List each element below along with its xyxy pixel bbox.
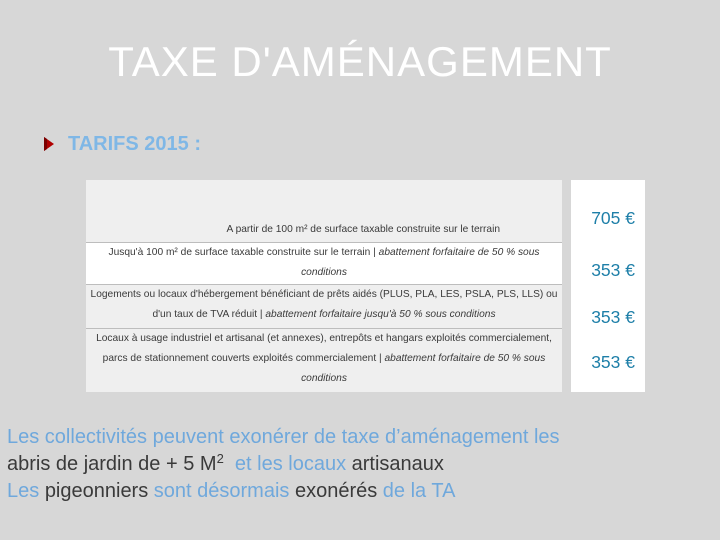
table-top-spacer [86, 180, 562, 218]
table-row [86, 242, 562, 284]
notes-text: pigeonniers [44, 480, 149, 502]
notes-line-1 [7, 424, 720, 451]
notes-text: sont désormais [148, 480, 295, 502]
price-value: 353 € [591, 352, 635, 372]
superscript: 2 [216, 451, 224, 466]
price-value: 353 € [591, 307, 635, 327]
slide-title: TAXE D'AMÉNAGEMENT [108, 38, 612, 85]
price-value: 705 € [591, 208, 635, 228]
tarifs-bullet [40, 130, 201, 158]
notes-text: exonérés [294, 480, 378, 502]
row-italic-text: abattement forfaitaire de 50 % sous conditions [301, 247, 540, 278]
triangle-bullet-icon [40, 135, 58, 153]
row-italic-text: abattement forfaitaire jusqu'à 50 % sous conditions [265, 309, 496, 320]
notes-text: Les collectivités peuvent exonérer de taxe d’aménagement les [7, 426, 560, 448]
tarifs-table-image [86, 180, 562, 392]
exoneration-notes [7, 424, 720, 505]
row-italic-text: abattement forfaitaire de 50 % sous conditions [301, 353, 546, 384]
notes-text: de la TA [377, 480, 456, 502]
notes-line-2 [7, 451, 720, 478]
row-text: A partir de 100 m² de surface taxable construite sur le terrain [226, 224, 500, 235]
notes-text: artisanaux [351, 453, 444, 475]
notes-line-3 [7, 478, 720, 505]
notes-text: abris de jardin de + 5 M [7, 453, 217, 475]
notes-text: Les [7, 480, 45, 502]
row-text: Locaux à usage industriel et artisanal (et annexes), entrepôts et hangars exploités commercialement, parcs de stationnement couverts exploités commercialement | [96, 333, 552, 364]
row-text: Jusqu'à 100 m² de surface taxable construite sur le terrain | [108, 247, 379, 258]
price-column [571, 180, 645, 392]
notes-text: et les locaux [223, 453, 352, 475]
table-row [86, 218, 562, 242]
price-value: 353 € [591, 260, 635, 280]
table-row [86, 328, 562, 388]
row-text: Logements ou locaux d'hébergement bénéficiant de prêts aidés (PLUS, PLA, LES, PSLA, PLS, LLS) ou d'un taux de TVA réduit | [90, 289, 558, 320]
tarifs-heading: TARIFS 2015 : [68, 132, 201, 155]
table-row [86, 284, 562, 328]
